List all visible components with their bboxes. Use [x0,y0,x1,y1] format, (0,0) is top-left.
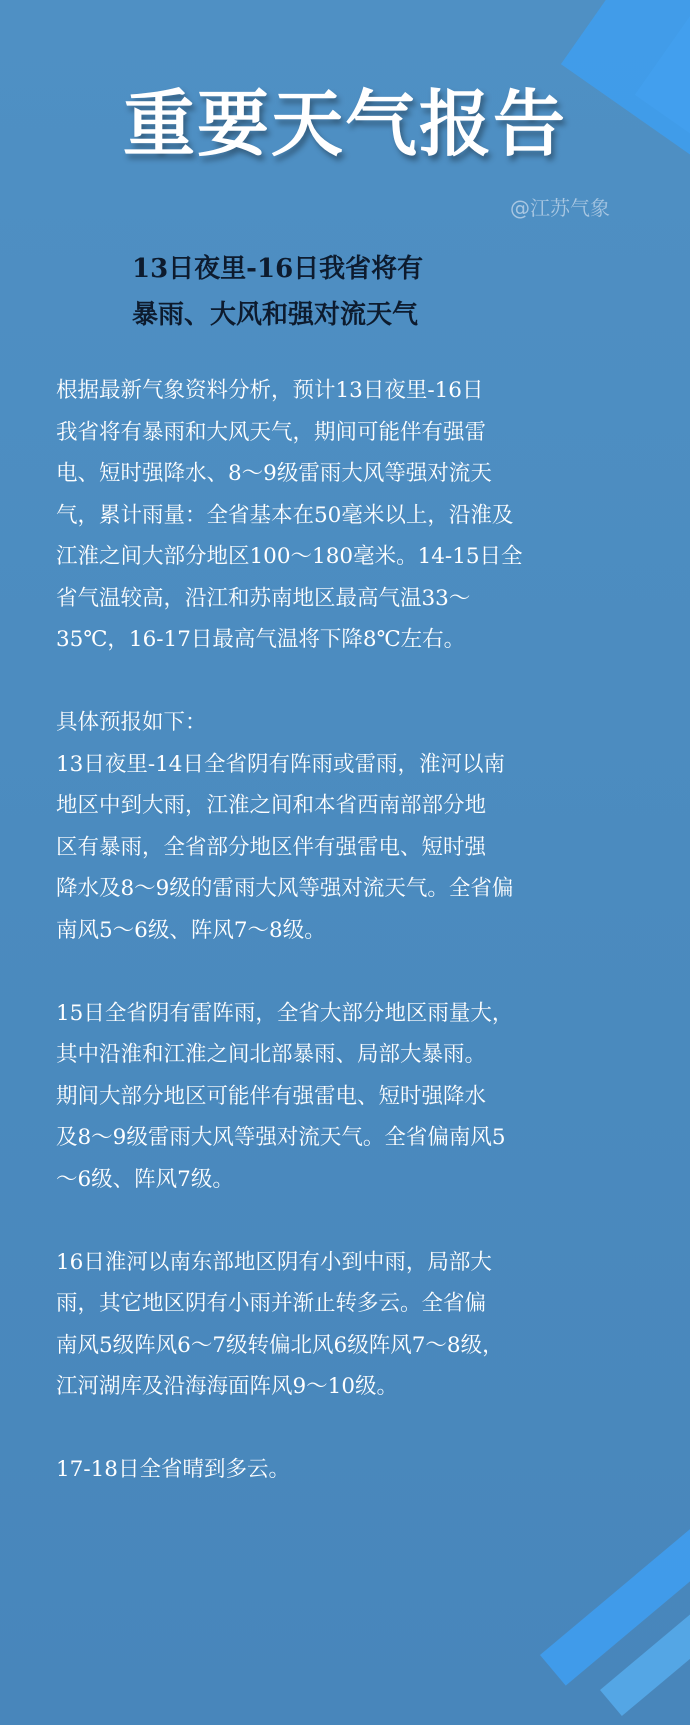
text-line: 南风5～6级、阵风7～8级。 [56,917,326,943]
text-line: 区有暴雨，全省部分地区伴有强雷电、短时强 [56,834,487,860]
text-line: 13日夜里-14日全省阴有阵雨或雷雨，淮河以南 [56,751,505,777]
text-line: 我省将有暴雨和大风天气，期间可能伴有强雷 [56,419,487,445]
page-title: 重要天气报告 [122,82,567,166]
text-line: 及8～9级雷雨大风等强对流天气。全省偏南风5 [56,1125,506,1150]
text-line: 电、短时强降水、8～9级雷雨大风等强对流天 [56,461,492,486]
text-line: 雨，其它地区阴有小雨并渐止转多云。全省偏 [56,1291,487,1316]
text-line: 省气温较高，沿江和苏南地区最高气温33～ [56,585,471,611]
forecast-paragraph-16 [56,1242,656,1408]
report-subtitle [132,246,592,338]
text-line: 期间大部分地区可能伴有强雷电、短时强降水 [56,1083,487,1109]
text-line: 35℃，16-17日最高气温将下降8℃左右。 [56,627,466,652]
text-line: 江河湖库及沿海海面阵风9～10级。 [56,1374,399,1399]
forecast-intro: 具体预报如下： [56,710,207,735]
text-line: 根据最新气象资料分析，预计13日夜里-16日 [56,378,484,403]
text-line: 气，累计雨量：全省基本在50毫米以上，沿淮及 [56,502,514,528]
text-line: 江淮之间大部分地区100～180毫米。14-15日全 [56,544,523,569]
forecast-paragraph-17-18 [56,1449,656,1491]
text-line: ～6级、阵风7级。 [56,1166,234,1192]
text-line: 15日全省阴有雷阵雨，全省大部分地区雨量大， [56,1000,514,1026]
forecast-paragraph-15 [56,993,656,1201]
text-line: 降水及8～9级的雷雨大风等强对流天气。全省偏 [56,876,514,901]
text-line: 16日淮河以南东部地区阴有小到中雨，局部大 [56,1249,492,1275]
source-watermark: @江苏气象 [510,196,610,220]
subtitle-line: 暴雨、大风和强对流天气 [132,300,419,330]
subtitle-line: 13日夜里-16日我省将有 [132,254,424,284]
summary-paragraph [56,370,656,661]
text-line: 其中沿淮和江淮之间北部暴雨、局部大暴雨。 [56,1042,487,1067]
report-body [56,370,656,1491]
text-line: 南风5级阵风6～7级转偏北风6级阵风7～8级， [56,1332,504,1358]
text-line: 地区中到大雨，江淮之间和本省西南部部分地 [56,793,487,818]
forecast-paragraph-13-14 [56,702,656,951]
text-line: 17-18日全省晴到多云。 [56,1457,290,1482]
